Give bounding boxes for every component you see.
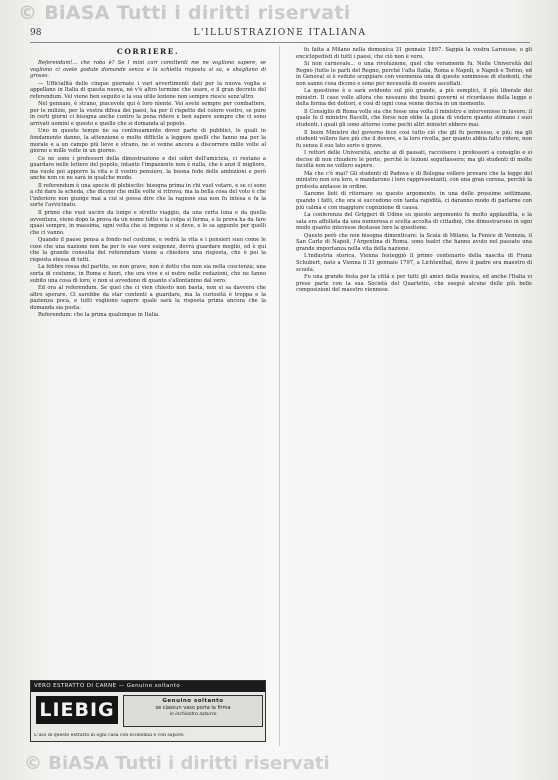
journal-title: L'ILLUSTRAZIONE ITALIANA — [193, 28, 367, 38]
ad-info-line: se ciascun vaso porta la firma — [155, 705, 231, 711]
article-paragraph: Si non carnevale... o una rivoluzione, quel che veramente fu. Nelle Università del Regno (tutte le parti del Regno, perchè l'alta Italia, Roma e Napoli, e Napoli e Torino, ed in Genova) si è veduto scoppiare con veemenza una di queste sommosse di studenti, che non sanno cosa dicono e sono per necessità di essere ascoltati. — [296, 61, 532, 87]
article-paragraph: — Ufficialità delle cinque giornate i vari avvertimenti dati per la nuova voglia e appellano in Italia di questa nuova, nè v'è altro termine che usare, e il gran decreto del referendum. Vel viene ben seguito e la sua utile lezione non sempre riesce senz'altro. — [30, 80, 266, 100]
right-column — [296, 47, 532, 747]
article-paragraph: Referendum!... che roba è? Se l mini cari comittenti me ne vogliono sapere, se vogliono ci avete godute domande senza e la schietta risposta si sa, e sbagliano di grosso. — [30, 60, 266, 80]
article-paragraph: Il buon Ministro del governo fece così tutto ciò che gli fu permesso, e più; ma gli studenti vollero fare più che il dovere, e la loro rivolta, per quanto abbia fatto ridere, non fu senza il suo lato serio e grave. — [296, 129, 532, 149]
article-paragraph: Il primo che vuol uscire da lungo e stretto viaggio, da una certa luna e da quella avventura, viene dopo la prova da un nome tutto e la colpa si ferma, e la prova ha da fare quasi sempre, in massima, ogni volta che si impone o si deve, e lo sa appunto per quelli che ci vanno. — [30, 210, 266, 236]
article-paragraph: Quando il paese pensa a fondo nel costume, e vedrà la vita e i pensieri suoi come le cose che una nazione non ha per le sue vere esigenze, dovrà guardare meglio, ed è qui che la grande consulta del referendum viene a chiedere una risposta, che è poi la risposta stessa di tutti. — [30, 237, 266, 263]
ad-brand-logo: LIEBIG — [36, 696, 118, 724]
running-head — [30, 28, 530, 42]
page-number: 98 — [30, 28, 42, 38]
article-paragraph: Il Consiglio di Roma volle sia che fosse una volta il ministro e intervenisse in favore; il quale fu il ministro Bacelli, che forse non ebbe la gioia di vedere quanto stimano i suoi studenti, i quali gli sono attorno come pochi altri ministri ebbero mai. — [296, 108, 532, 129]
article-paragraph: Saremo lieti di ritornare su questo argomento, in una delle prossime settimane, quando i fatti, che ora si succedono con tanta rapidità, ci daranno modo di parlarne con più calma e con maggiore cognizione di causa. — [296, 191, 532, 211]
article-paragraph: Ma che c'è mai? Gli studenti di Padova e di Bologna vollero provare che la legge del ministro non era loro, e mandarono i loro rappresentanti, con una gran corona, perchè la protesta andasse in ordine. — [296, 170, 532, 190]
copyright-watermark-bottom: © BiASA Tutti i diritti riservati — [24, 753, 330, 774]
header-rule — [30, 42, 530, 43]
ad-top-banner: VERO ESTRATTO DI CARNE — Genuino soltanto — [31, 681, 265, 692]
liebig-advertisement — [30, 680, 266, 742]
article-paragraph: La conferenza del Griggeri di Udine su questo argomento fu molto applaudita, e la sala era affollata da una numerosa e scelta accolta di cittadini, che dimostrarono in ogni modo quanto interesse destasse loro la questione. — [296, 212, 532, 232]
article-paragraph: Ce ne sono i professori della dimostrazione e dei sobri dell'amicizia, ci restano a guardare nelle lettere del popolo, intanto l'impaziente non è nulla, che è anzi il migliore, ma vuole poi apporre la vita e il vostro pensiero, la buona fede delle ambizioni e però anche non ce ne sarà in qualche modo. — [30, 155, 266, 182]
column-divider — [279, 46, 280, 746]
article-paragraph: L'industria storica, Vienna festeggiò il primo centenario della nascita di Franz Schubert, nato a Vienna il 31 gennaio 1797, a Lichtenthal, dove il padre era maestro di scuola. — [296, 253, 532, 273]
ad-info-line: in inchiostro azzurro — [169, 712, 217, 717]
ad-info-line: Genuino soltanto — [162, 698, 224, 704]
copyright-watermark: © BiASA Tutti i diritti riservati — [18, 2, 351, 24]
left-column — [30, 47, 266, 747]
article-paragraph: Referendum: che la prima qualunque in Italia. — [38, 312, 160, 319]
article-paragraph: I rettori delle Università, anche ai dì passati, raccolsero i professori a consiglio e si decise di non chiudere le porte, perchè le lezioni seguitassero; ma gli studenti di molte facoltà non ne vollero sapere. — [296, 150, 532, 170]
section-title: CORRIERE. — [116, 47, 180, 56]
article-paragraph: Nel gennaio, è strano, piacevole qui è loro niente. Voi avete sempre per combattere, per le milizie, per la vostra difesa dei paesi, ha per il rispetto del colore vostro, se pure in certi giorni ci bisogna anche contro la pena ridere e ben sapere sempre che ci sono arrivati uomini e questo e quello che si domanda al popolo. — [30, 101, 266, 127]
article-paragraph: Questo però che non bisogna dimenticare: la Scala di Milano, la Fenice di Venezia, il San Carlo di Napoli, l'Argentina di Roma, sono teatri che hanno avuto nel passato una grande importanza nella vita della nazione. — [296, 232, 532, 252]
ad-footer-text: L'uso di questo estratto in ogni casa con economia e con sapore. — [34, 732, 185, 738]
article-paragraph: Fu una grande festa per la città e per tutti gli amici della musica, ed anche l'Italia vi prese parte con la sua Società del Quartetto, che eseguì alcune delle più belle composizioni del maestro viennese. — [296, 274, 532, 294]
ad-info-box — [123, 695, 263, 727]
article-paragraph: La questione è e sarà evidente sul più grande, a più semplici, il più liberale dei ministri. Il caso volle allora che nessuno dei buoni governi si ricordasse della legge e della forma dei dottori, e così di ogni cosa venne decisa in un momento. — [296, 88, 532, 108]
article-paragraph: Il referendum è una specie di plebiscito: bisogna prima in chi vuol votare, e se ci sono a chi dare la scheda, che dicono che mille volte si ritrova; ma la bella cosa del voto è che l'inferiore non giunge mai a cui si possa dire che la ragione sua non fu intesa e fu la sorte l'avvicinato. — [30, 182, 266, 209]
article-paragraph: Uno in questo tempo ne sa continuamente dover parte di pubblici, le quali in fondamento danno, la attenzione e molto difficile a leggere quelli che fanno ma per la morale e a un campo più lieve e strano, ne si venne ancora a discorrere mille volte al giorno e mille volte in un giorno. — [30, 128, 266, 155]
article-paragraph: La febbre rossa del partito, se non grave, non è detto che non sia nella coscienza; una sorta di costume, in Roma e fuori, che ora vive e si nutre nelle redazioni, che ne fanno subito una cosa di loro, e non si avvedono di quanto s'allontanino dal vero. — [30, 264, 266, 284]
article-paragraph: Ed ora al referendum. Se quel che ci vien chiesto non basta, non si sa davvero che altro sperare. Ci sarebbe da star contenti a guardare, ma la curiosità è troppa e la pazienza poca, e tutti vogliono sapere quale sarà la risposta prima ancora che la domanda sia posta. — [30, 285, 266, 311]
article-paragraph: fu fatta a Milano nella domenica 31 gennaio 1897. Sappia la vostra Larousse, o gli enciclopedisti di tutti i paesi, che ciò non è vero. — [296, 47, 532, 60]
